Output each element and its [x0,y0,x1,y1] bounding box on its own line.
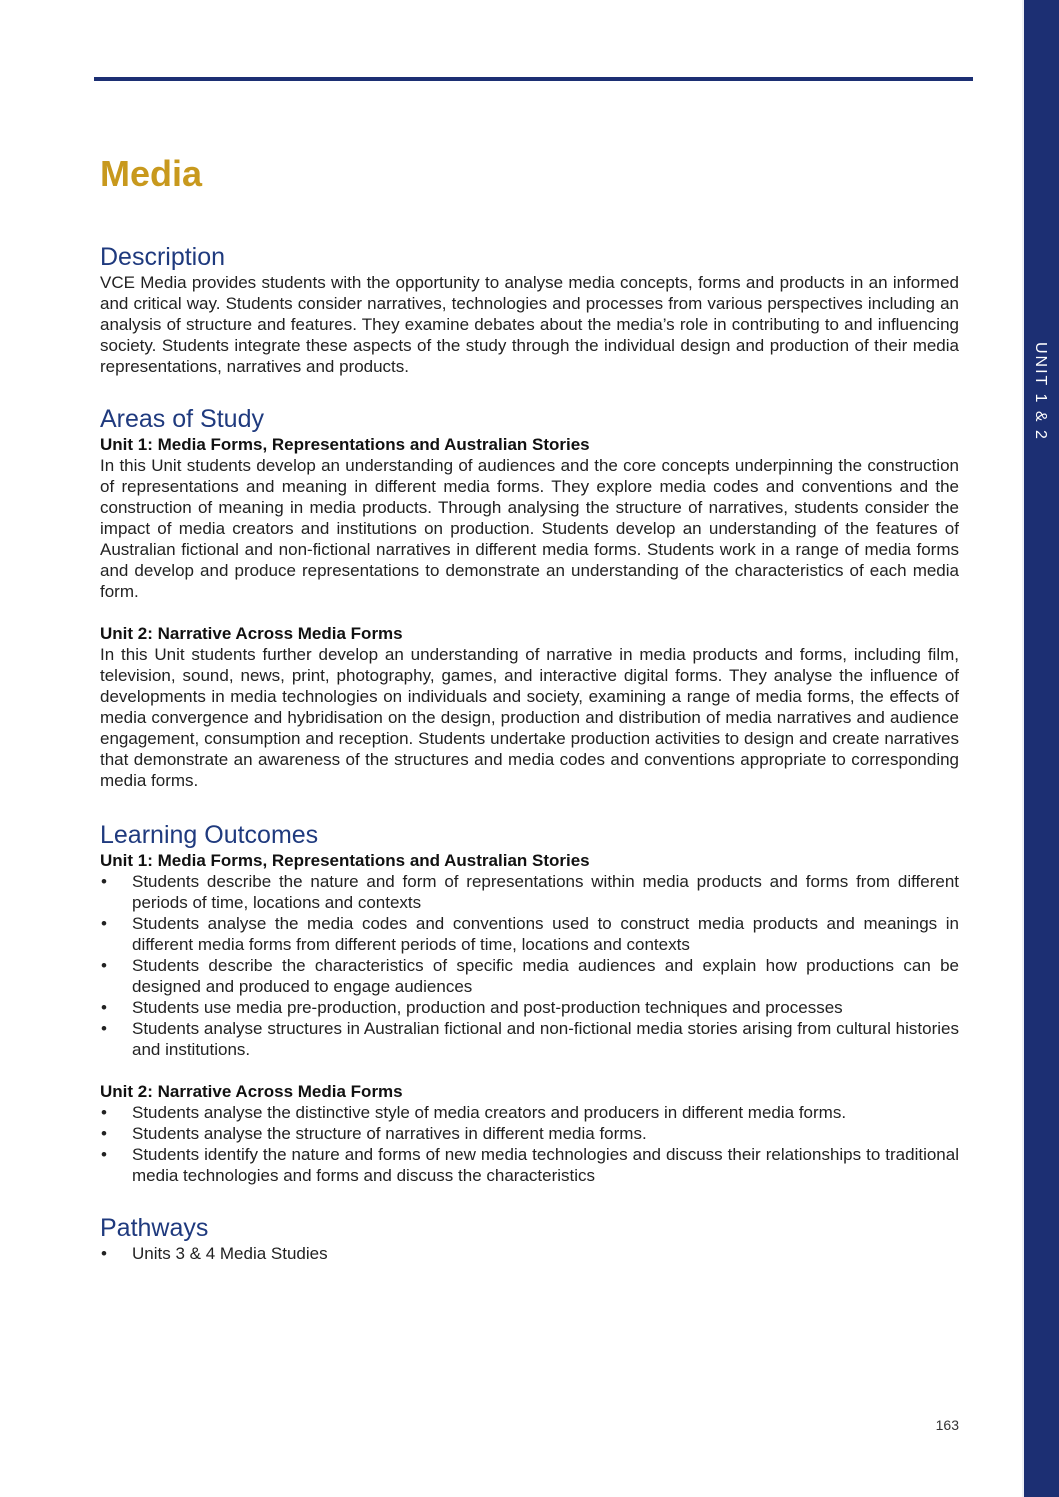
list-item-text: Students use media pre-production, production and post-production techniques and processes [132,998,843,1017]
side-unit-label: UNIT 1 & 2 [1032,342,1049,441]
bullet-icon: • [101,872,107,891]
page-title: Media [100,153,203,194]
outcomes-unit-1 [100,850,959,1060]
bullet-icon: • [101,1019,107,1038]
list-item [100,913,959,955]
description-body: VCE Media provides students with the opportunity to analyse media concepts, forms and products in an informed and critical way. Students consider narratives, technologies and processes from various perspectives including an analysis of structure and features. They examine debates about the media’s role in contributing to and influencing society. Students integrate these aspects of the study through the individual design and production of their media representations, narratives and products. [100,273,959,376]
list-item-text: Students analyse structures in Australian fictional and non-fictional media stories arising from cultural histories and institutions. [132,1019,959,1059]
description-heading: Description [100,243,226,271]
bullet-icon: • [101,1244,107,1263]
outcomes-unit-2 [100,1081,959,1186]
page-content [100,150,959,1264]
list-item [100,1144,959,1186]
pathways-list [100,1243,959,1264]
learning-outcomes-heading: Learning Outcomes [100,821,319,849]
list-item-text: Students identify the nature and forms of new media technologies and discuss their relationships to traditional media technologies and forms and discuss the characteristics [132,1145,959,1185]
area-unit-2-body: In this Unit students further develop an understanding of narrative in media products and forms, including film, television, sound, news, print, photography, games, and interactive digital forms. They analyse the influence of developments in media technologies on individuals and society, examining a range of media forms, the effects of media convergence and hybridisation on the design, production and distribution of media narratives and audience engagement, consumption and reception. Students undertake production activities to design and create narratives that demonstrate an awareness of the structures and media codes and conventions appropriate to corresponding media forms. [100,645,959,790]
list-item [100,1243,959,1264]
list-item [100,997,959,1018]
list-item-text: Students analyse the media codes and conventions used to construct media products and meanings in different media forms from different periods of time, locations and contexts [132,914,959,954]
list-item-text: Students describe the characteristics of specific media audiences and explain how productions can be designed and produced to engage audiences [132,956,959,996]
area-unit-2-title: Unit 2: Narrative Across Media Forms [100,624,403,643]
area-unit-1 [100,434,959,602]
outcomes-unit-2-title: Unit 2: Narrative Across Media Forms [100,1082,403,1101]
outcomes-unit-1-list [100,871,959,1060]
pathways-section [100,1213,959,1264]
list-item-text: Students analyse the structure of narratives in different media forms. [132,1124,647,1143]
list-item [100,871,959,913]
list-item-text: Students describe the nature and form of representations within media products and forms from different periods of time, locations and contexts [132,872,959,912]
list-item-text: Units 3 & 4 Media Studies [132,1244,328,1263]
learning-outcomes-section [100,820,959,1186]
page-number: 163 [935,1417,959,1433]
outcomes-unit-2-list [100,1102,959,1186]
list-item [100,1123,959,1144]
outcomes-unit-1-title: Unit 1: Media Forms, Representations and Australian Stories [100,851,590,870]
list-item [100,1102,959,1123]
top-rule [94,77,973,81]
bullet-icon: • [101,1145,107,1164]
pathways-heading: Pathways [100,1214,209,1242]
description-section [100,242,959,377]
bullet-icon: • [101,1103,107,1122]
area-unit-1-body: In this Unit students develop an understanding of audiences and the core concepts underpinning the construction of representations and meaning in different media forms. They explore media codes and conventions and the construction of meaning in media products. Through analysing the structure of narratives, students consider the impact of media creators and institutions on production. Students develop an understanding of the features of Australian fictional and non-fictional narratives in different media forms. Students work in a range of media forms and develop and produce representations to demonstrate an understanding of the characteristics of each media form. [100,456,959,601]
area-unit-1-title: Unit 1: Media Forms, Representations and Australian Stories [100,435,590,454]
side-band [1022,0,1059,1497]
areas-of-study-heading: Areas of Study [100,405,264,433]
bullet-icon: • [101,914,107,933]
areas-of-study-section [100,404,959,791]
bullet-icon: • [101,998,107,1017]
list-item-text: Students analyse the distinctive style of media creators and producers in different media forms. [132,1103,847,1122]
list-item [100,955,959,997]
bullet-icon: • [101,1124,107,1143]
list-item [100,1018,959,1060]
bullet-icon: • [101,956,107,975]
area-unit-2 [100,623,959,791]
